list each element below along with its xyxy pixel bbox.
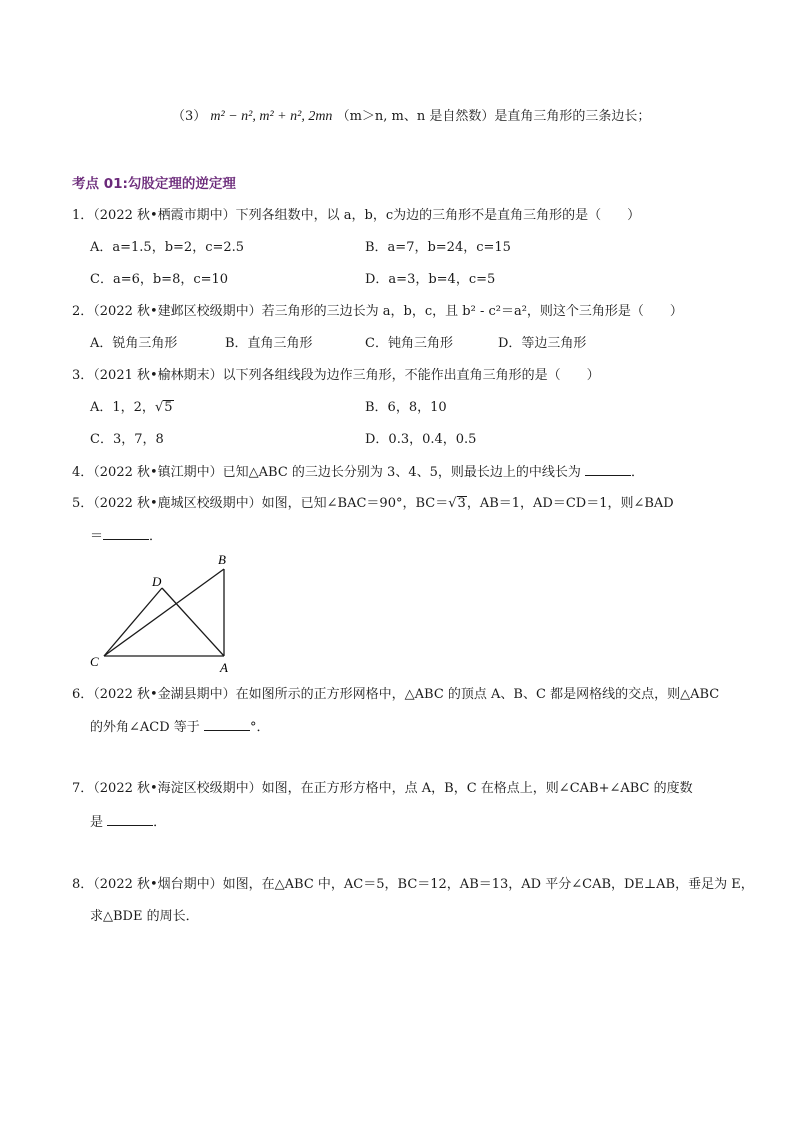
q2-option-d: D．等边三角形 <box>498 336 587 351</box>
q5-answer-blank[interactable] <box>103 527 149 540</box>
q2-option-a: A．锐角三角形 <box>90 336 178 351</box>
q8-line1: 8．（2022 秋•烟台期中）如图，在△ABC 中，AC＝5，BC＝12，AB＝13，AD 平分∠CAB，DE⊥AB，垂足为 E， <box>72 877 754 892</box>
q2-option-c: C．钝角三角形 <box>365 336 453 351</box>
q5-line2 <box>90 527 162 546</box>
q4-line <box>72 463 644 482</box>
q6-line2-prefix: 的外角∠ACD 等于 <box>90 720 200 735</box>
q3-option-a-radicand: 5 <box>164 400 173 415</box>
segment-cb <box>104 569 224 656</box>
q3-option-c: C．3，7，8 <box>90 432 164 447</box>
q7-answer-blank[interactable] <box>107 813 153 826</box>
intro-line <box>172 108 650 126</box>
label-d: D <box>152 574 162 589</box>
q5-radicand: 3 <box>457 496 466 511</box>
section-heading: 考点 01:勾股定理的逆定理 <box>72 176 236 192</box>
q5-figure <box>80 550 260 680</box>
q7-line2-prefix: 是 <box>90 815 104 830</box>
q1-option-c: C．a=6，b=8，c=10 <box>90 272 229 287</box>
sqrt-sign: √ <box>448 496 457 511</box>
q4-stem: 4．（2022 秋•镇江期中）已知△ABC 的三边长分别为 3、4、5，则最长边上的中线长为 <box>72 465 581 480</box>
label-a: A <box>220 660 228 675</box>
intro-suffix: 是直角三角形的三条边长； <box>494 109 651 124</box>
q2-option-b: B．直角三角形 <box>225 336 313 351</box>
segment-da <box>162 588 224 656</box>
q3-stem: 3．（2021 秋•榆林期末）以下列各组线段为边作三角形，不能作出直角三角形的是（ ） <box>72 368 600 383</box>
q7-line1: 7．（2022 秋•海淀区校级期中）如图，在正方形方格中，点 A，B，C 在格点上，则∠CAB+∠ABC 的度数 <box>72 781 693 796</box>
q1-option-d: D．a=3，b=4，c=5 <box>365 272 496 287</box>
intro-prefix: （3） <box>172 109 207 124</box>
q1-option-a: A．a=1.5，b=2，c=2.5 <box>90 240 245 255</box>
q3-option-a-text: A．1，2， <box>90 400 155 415</box>
q5-line1 <box>72 495 674 513</box>
sqrt-sign: √ <box>154 400 164 415</box>
intro-formula: m² − n², m² + n², 2mn <box>210 109 333 124</box>
q2-stem: 2．（2022 秋•建邺区校级期中）若三角形的三边长为 a，b，c，且 b² - c²＝a²，则这个三角形是（ ） <box>72 304 683 319</box>
q6-line1: 6．（2022 秋•金湖县期中）在如图所示的正方形网格中，△ABC 的顶点 A、B、C 都是网格线的交点，则△ABC <box>72 687 720 702</box>
q4-end: ． <box>631 465 645 480</box>
q3-option-a <box>90 399 174 417</box>
q6-end: °． <box>249 720 270 735</box>
label-c: C <box>90 654 99 669</box>
segment-cd <box>104 588 162 656</box>
q7-line2 <box>90 813 166 832</box>
q6-line2 <box>90 718 269 737</box>
label-b: B <box>218 552 226 567</box>
q1-option-b: B．a=7，b=24，c=15 <box>365 240 511 255</box>
q5-line2-prefix: ＝ <box>90 529 104 544</box>
q5-end: ． <box>149 529 163 544</box>
intro-condition: （m＞n, m、n 是自然数） <box>336 109 495 124</box>
q1-stem: 1．（2022 秋•栖霞市期中）下列各组数中，以 a，b，c为边的三角形不是直角三角形的是（ ） <box>72 208 641 223</box>
q6-answer-blank[interactable] <box>204 718 250 731</box>
q5-stem-part2: ，AB＝1，AD＝CD＝1，则∠BAD <box>466 496 674 511</box>
q3-option-d: D．0.3，0.4，0.5 <box>365 432 477 447</box>
q5-stem-part1: 5．（2022 秋•鹿城区校级期中）如图，已知∠BAC＝90°，BC＝ <box>72 496 449 511</box>
q7-end: ． <box>153 815 167 830</box>
q4-answer-blank[interactable] <box>585 463 631 476</box>
q8-line2: 求△BDE 的周长． <box>90 909 199 924</box>
q3-option-b: B．6，8，10 <box>365 400 447 415</box>
